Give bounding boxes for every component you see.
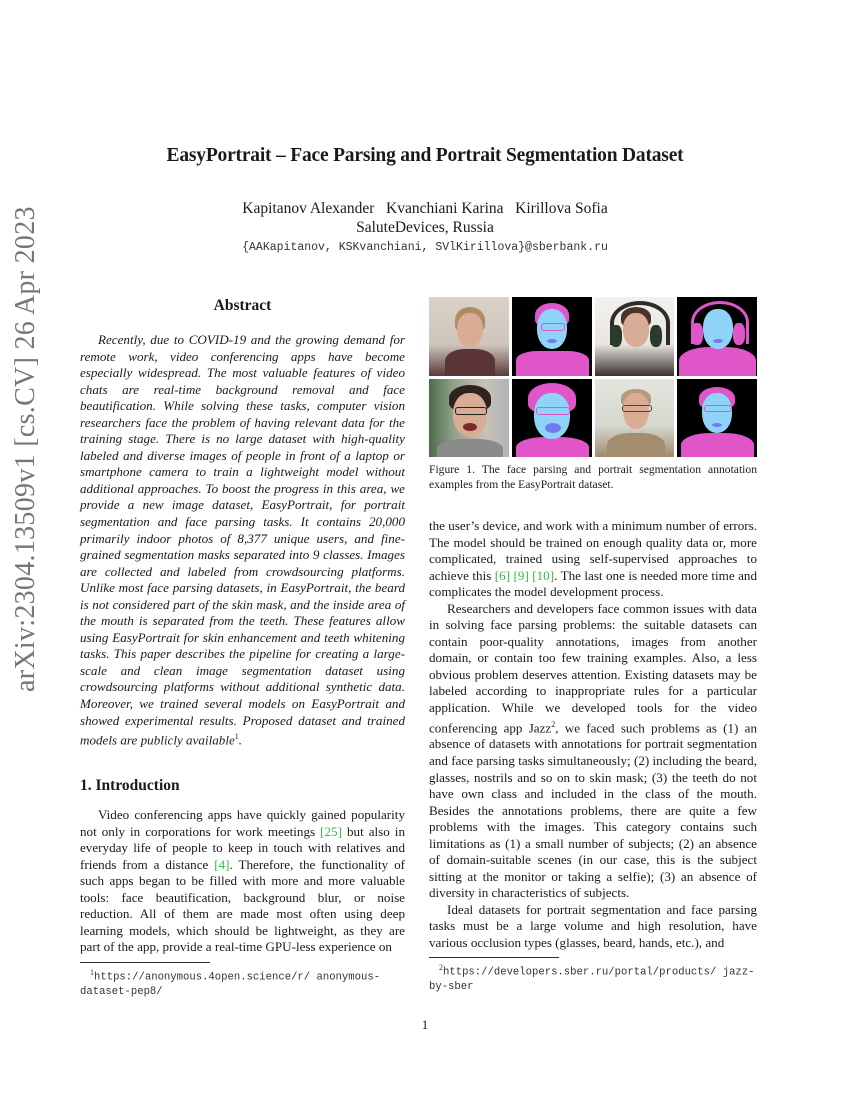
footnote-2: $^2$https://developers.sber.ru/portal/products/ jazz-by-sber [429,963,755,993]
citation-link[interactable]: [25] [320,823,342,839]
introduction-body-right: the user’s device, and work with a minimum number of errors. The model should be trained on enough quality data or, more complicated, trained using self-supervised approaches to achieve this [6] [9] [10]. The last one is needed more time and complicates the model development process. Researchers and developers face common issues with data in solving face parsing problems: the suitable datasets can contain poor-quality annotations, images from another domain, or contain too few training examples. Also, a less obvious problem deserves attention. Existing datasets may be labeled according to inappropriate rules for a particular application. While we developed tools for the video conferencing app Jazz$^2$, we faced such problems as (1) an absence of datasets with annotations for portrait segmentation and face parsing tasks simultaneously; (2) including the beard, glasses, nostrils and so on to skin mask; (3) the teeth do not have own class and included in the class of the mouth. Besides the annotations problems, there are quite a few problems with the images. This category contains such limitations as (1) a small number of subjects; (2) an absence of domain-suitable scenes (in our case, this is the subject sitting at the monitor or taking a selfie); (3) an absence of diversity in characteristics of subjects. Ideal datasets for portrait segmentation and face parsing tasks must be a large volume and high resolution, have various occlusion types (glasses, beard, hands, etc.), and [429,518,758,951]
section-heading-introduction: 1. Introduction [80,777,180,794]
footnote-mark-2[interactable]: 2 [551,719,556,729]
sample-photo-1 [429,297,509,376]
author-list: Kapitanov Alexander Kvanchiani Karina Kirillova Sofia [242,200,608,217]
page-number: 1 [421,1017,429,1032]
sample-photo-4 [595,379,675,458]
figure-1-caption: Figure 1. The face parsing and portrait segmentation annotation examples from the EasyPortrait dataset. [429,463,757,491]
footnote-mark-1[interactable]: 1 [234,732,239,742]
footnote-2-url[interactable]: https://developers.sber.ru/portal/products/ jazz-by-sber [429,966,755,993]
arxiv-stamp: arXiv:2304.13509v1 [cs.CV] 26 Apr 2023 [10,206,41,692]
abstract-heading: Abstract [213,297,272,314]
author-emails: {AAKapitanov, KSKvanchiani, SVlKirillova}@sberbank.ru [242,241,608,254]
sample-photo-2 [595,297,675,376]
segmentation-mask-2 [677,297,757,376]
sample-photo-3 [429,379,509,458]
abstract-text: Recently, due to COVID-19 and the growing demand for remote work, video conferencing apps have become especially widespread. The most valuable features of video chats are real-time background removal and face beautification. While solving these tasks, computer vision researchers face the problem of having relevant data for the training stage. There is no large dataset with high-quality labeled and diverse images of people in front of a laptop or smartphone camera to train a lightweight model without additional approaches. To boost the progress in this area, we provide a new image dataset, EasyPortrait, for portrait segmentation and face parsing tasks. It contains 20,000 primarily indoor photos of 8,377 unique users, and fine-grained segmentation masks separated into 9 classes. Images are collected and labeled from crowdsourcing platforms. Unlike most face parsing datasets, in EasyPortrait, the beard is not considered part of the skin mask, and the inside area of the mouth is separated from the teeth. These features allow using EasyPortrait for skin enhancement and teeth whitening tasks. This paper describes the pipeline for creating a large-scale and clean image segmentation dataset using crowdsourcing platforms without additional synthetic data. Moreover, we trained several models on EasyPortrait and showed experimental results. Proposed dataset and trained models are publicly available [80,332,405,748]
figure-1-grid [429,297,757,457]
citation-link[interactable]: [9] [513,567,529,583]
citation-link[interactable]: [10] [532,567,555,583]
paper-title: EasyPortrait – Face Parsing and Portrait Segmentation Dataset [166,145,684,166]
footnote-divider [429,957,559,958]
segmentation-mask-1 [512,297,592,376]
affiliation: SaluteDevices, Russia [356,219,494,236]
segmentation-mask-3 [512,379,592,458]
footnote-1: $^1$https://anonymous.4open.science/r/ anonymous-dataset-pep8/ [80,968,381,998]
footnote-1-url[interactable]: https://anonymous.4open.science/r/ anonymous-dataset-pep8/ [80,971,381,998]
segmentation-mask-4 [677,379,757,458]
introduction-body-left: Video conferencing apps have quickly gained popularity not only in corporations for work meetings [25] but also in everyday life of people to keep in touch with relatives and friends from a distance [4]. Therefore, the functionality of such apps began to be filled with more and more valuable tools: face beautification, background blur, or noise reduction. All of them are made most often using deep learning models, which should be lightweight, as they are part of the app, provide a real-time GPU-less experience on [80,807,405,955]
footnote-divider [80,962,210,963]
citation-link[interactable]: [6] [494,567,511,583]
citation-link[interactable]: [4] [214,856,230,872]
abstract-body: Recently, due to COVID-19 and the growing demand for remote work, video conferencing apps have become especially widespread. The most valuable features of video chats are real-time background removal and face beautification. While solving these tasks, computer vision researchers face the problem of having relevant data for the training stage. There is no large dataset with high-quality labeled and diverse images of people in front of a laptop or smartphone camera to train a lightweight model without additional approaches. To boost the progress in this area, we provide a new image dataset, EasyPortrait, for portrait segmentation and face parsing tasks. It contains 20,000 primarily indoor photos of 8,377 unique users, and fine-grained segmentation masks separated into 9 classes. Images are collected and labeled from crowdsourcing platforms. Unlike most face parsing datasets, in EasyPortrait, the beard is not considered part of the skin mask, and the inside area of the mouth is separated from the teeth. These features allow using EasyPortrait for skin enhancement and teeth whitening tasks. This paper describes the pipeline for creating a large-scale and clean image segmentation dataset using crowdsourcing platforms without additional synthetic data. Moreover, we trained several models on EasyPortrait and showed experimental results. Proposed dataset and trained models are publicly available$^1$. [80,332,405,748]
